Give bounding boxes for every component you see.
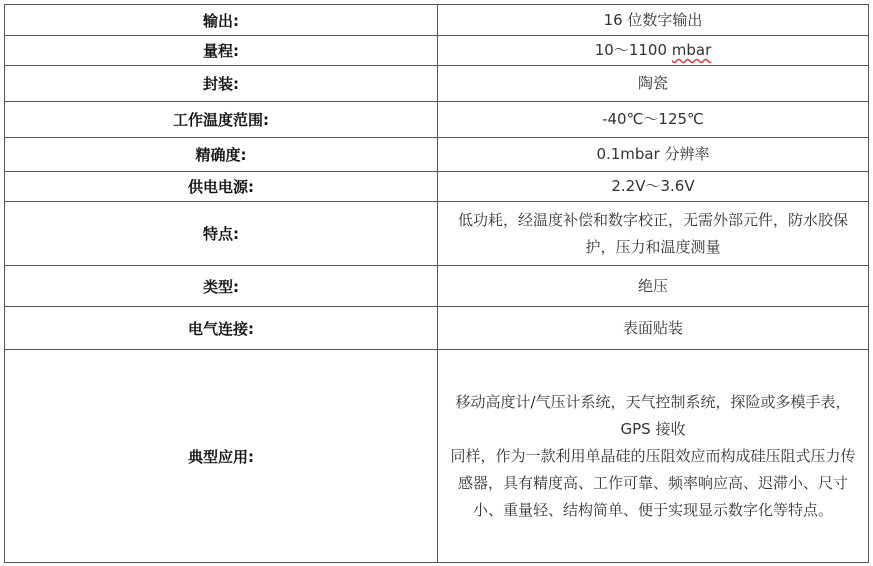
row-label-features: 特点: — [5, 202, 438, 266]
row-value-accuracy: 0.1mbar 分辨率 — [438, 138, 869, 172]
table-row — [5, 350, 869, 563]
table-row — [5, 36, 869, 66]
row-label-range: 量程: — [5, 36, 438, 66]
row-value-power: 2.2V～3.6V — [438, 172, 869, 202]
row-value-output: 16 位数字输出 — [438, 5, 869, 36]
table-row — [5, 202, 869, 266]
table-row — [5, 102, 869, 138]
spec-table — [4, 4, 869, 563]
row-label-temperature: 工作温度范围: — [5, 102, 438, 138]
range-value-text: 10～1100 — [594, 41, 672, 59]
row-label-package: 封装: — [5, 66, 438, 102]
row-label-connection: 电气连接: — [5, 307, 438, 350]
row-value-package: 陶瓷 — [438, 66, 869, 102]
table-row — [5, 172, 869, 202]
table-row — [5, 307, 869, 350]
row-value-temperature: -40℃～125℃ — [438, 102, 869, 138]
table-row — [5, 138, 869, 172]
row-label-accuracy: 精确度: — [5, 138, 438, 172]
row-value-features: 低功耗，经温度补偿和数字校正，无需外部元件，防水胶保护，压力和温度测量 — [438, 202, 869, 266]
row-label-output: 输出: — [5, 5, 438, 36]
table-row — [5, 266, 869, 307]
row-label-power: 供电电源: — [5, 172, 438, 202]
table-row — [5, 5, 869, 36]
row-value-applications — [438, 350, 869, 563]
row-value-connection: 表面贴装 — [438, 307, 869, 350]
row-value-type: 绝压 — [438, 266, 869, 307]
applications-text: 移动高度计/气压计系统，天气控制系统，探险或多模手表，GPS 接收 — [455, 392, 851, 438]
range-unit-text: mbar — [671, 41, 712, 59]
row-label-type: 类型: — [5, 266, 438, 307]
row-label-applications: 典型应用: — [5, 350, 438, 563]
row-value-range — [438, 36, 869, 66]
applications-description: 同样，作为一款利用单晶硅的压阻效应而构成硅压阻式压力传感器，具有精度高、工作可靠、频率响应高、迟滞小、尺寸小、重量轻、结构简单、便于实现显示数字化等特点。 — [450, 446, 856, 519]
table-row — [5, 66, 869, 102]
